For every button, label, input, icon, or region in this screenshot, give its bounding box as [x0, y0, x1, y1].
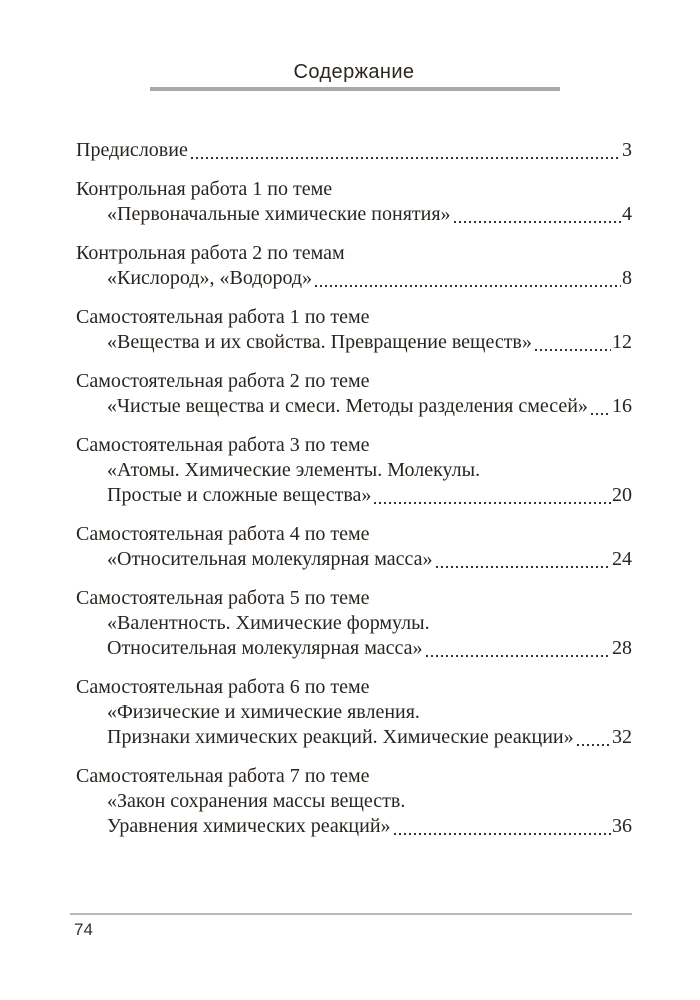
toc-entry-subtitle: «Физические и химические явления.: [107, 701, 420, 723]
toc-entry-subtitle: Относительная молекулярная масса»: [107, 637, 423, 659]
toc-entry: [76, 177, 632, 227]
toc-entry-page-number: 24: [612, 548, 632, 570]
toc-entry: [76, 369, 632, 419]
toc-entry-subtitle: «Относительная молекулярная масса»: [107, 548, 433, 570]
toc-entry-page-number: 16: [612, 395, 632, 417]
toc-entry-title: Самостоятельная работа 5 по теме: [76, 587, 370, 609]
dotted-leader: [315, 285, 621, 287]
dotted-leader: [426, 655, 612, 657]
toc-entry-page-number: 12: [612, 331, 632, 353]
toc-entry-title: Самостоятельная работа 4 по теме: [76, 523, 370, 545]
toc-entry-subtitle: «Вещества и их свойства. Превращение веществ»: [107, 331, 532, 353]
toc-entry-title: Самостоятельная работа 1 по теме: [76, 306, 370, 328]
footer-rule: [70, 913, 632, 915]
toc-entry-page-number: 32: [612, 726, 632, 748]
dotted-leader: [454, 221, 621, 223]
toc-entry: [76, 138, 632, 163]
toc-entry-page-number: 28: [612, 637, 632, 659]
toc-entry: [76, 305, 632, 355]
toc-entry-subtitle: «Кислород», «Водород»: [107, 267, 313, 289]
dotted-leader: [577, 744, 611, 746]
toc-entry-subtitle: «Первоначальные химические понятия»: [107, 203, 451, 225]
toc-entry-title: Предисловие: [76, 139, 188, 161]
toc-entry: [76, 522, 632, 572]
dotted-leader: [191, 157, 621, 159]
toc-entry-page-number: 8: [622, 267, 632, 289]
toc-entry-subtitle: Признаки химических реакций. Химические реакции»: [107, 726, 574, 748]
toc-entry-page-number: 4: [622, 203, 632, 225]
toc-entry: [76, 586, 632, 661]
toc-entry: [76, 764, 632, 839]
toc-entry-subtitle: «Закон сохранения массы веществ.: [107, 790, 406, 812]
toc-entry-title: Самостоятельная работа 7 по теме: [76, 765, 370, 787]
toc-entry-subtitle: Уравнения химических реакций»: [107, 815, 391, 837]
toc-entry: [76, 241, 632, 291]
toc-entry: [76, 675, 632, 750]
dotted-leader: [591, 413, 611, 415]
toc-entry-page-number: 36: [612, 815, 632, 837]
toc-entry-title: Контрольная работа 1 по теме: [76, 178, 333, 200]
dotted-leader: [436, 566, 612, 568]
title-underline-rule: [150, 87, 560, 91]
dotted-leader: [535, 349, 611, 351]
dotted-leader: [394, 833, 611, 835]
toc-entry-title: Контрольная работа 2 по темам: [76, 242, 345, 264]
toc-entry-title: Самостоятельная работа 2 по теме: [76, 370, 370, 392]
dotted-leader: [374, 502, 611, 504]
toc-entry-subtitle: «Чистые вещества и смеси. Методы разделения смесей»: [107, 395, 588, 417]
toc-entry-page-number: 3: [622, 139, 632, 161]
toc-entry-title: Самостоятельная работа 3 по теме: [76, 434, 370, 456]
toc-entry: [76, 433, 632, 508]
toc-entry-page-number: 20: [612, 484, 632, 506]
page-title: Содержание: [293, 61, 415, 83]
toc-entry-title: Самостоятельная работа 6 по теме: [76, 676, 370, 698]
toc-entry-subtitle: «Валентность. Химические формулы.: [107, 612, 430, 634]
toc-entry-subtitle: «Атомы. Химические элементы. Молекулы.: [107, 459, 481, 481]
toc-list: [76, 138, 632, 853]
toc-entry-subtitle: Простые и сложные вещества»: [107, 484, 372, 506]
footer-page-number: 74: [74, 920, 93, 939]
